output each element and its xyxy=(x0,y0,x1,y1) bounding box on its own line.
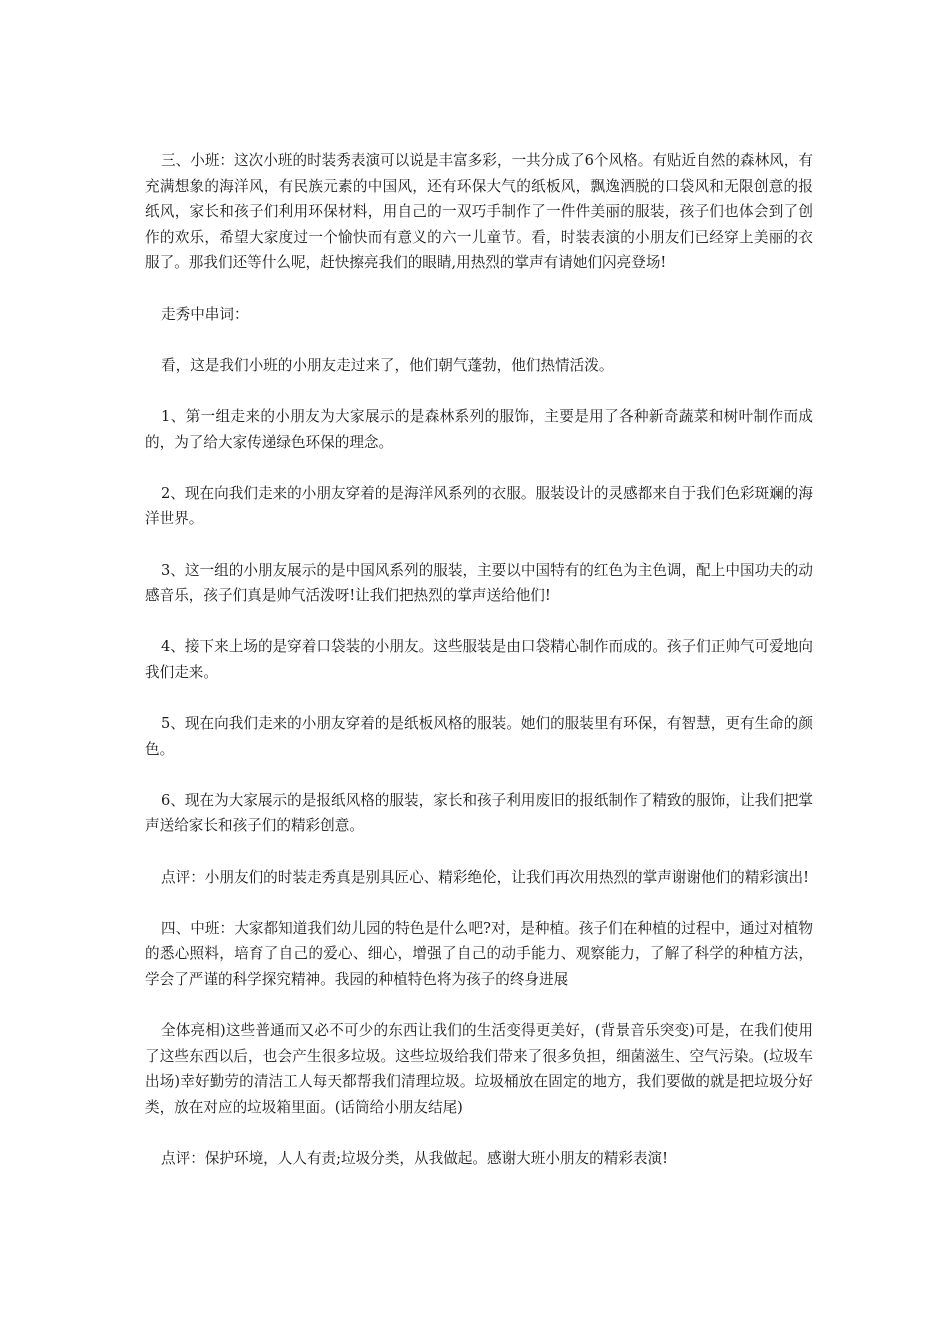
paragraph-zhongban: 四、中班：大家都知道我们幼儿园的特色是什么吧?对，是种植。孩子们在种植的过程中，通过对植物的悉心照料，培育了自己的爱心、细心，增强了自己的动手能力、观察能力，了解了科学的种植方法，学会了严谨的科学探究精神。我园的种植特色将为孩子的终身进展 xyxy=(145,919,813,988)
paragraph-comment-1: 点评：小朋友们的时装走秀真是别具匠心、精彩绝伦，让我们再次用热烈的掌声谢谢他们的精彩演出! xyxy=(161,868,809,886)
paragraph-walk-show-heading: 走秀中串词： xyxy=(161,305,249,323)
paragraph-item-5: 5、现在向我们走来的小朋友穿着的是纸板风格的服装。她们的服装里有环保，有智慧，更有生命的颜色。 xyxy=(145,715,813,758)
paragraph-item-2: 2、现在向我们走来的小朋友穿着的是海洋风系列的衣服。服装设计的灵感都来自于我们色彩斑斓的海洋世界。 xyxy=(145,484,813,528)
paragraph-item-4: 4、接下来上场的是穿着口袋装的小朋友。这些服装是由口袋精心制作而成的。孩子们正帅气可爱地向我们走来。 xyxy=(145,638,813,681)
paragraph-comment-2: 点评：保护环境，人人有责;垃圾分类，从我做起。感谢大班小朋友的精彩表演! xyxy=(161,1150,668,1168)
paragraph-item-1: 1、第一组走来的小朋友为大家展示的是森林系列的服饰，主要是用了各种新奇蔬菜和树叶制作而成的，为了给大家传递绿色环保的理念。 xyxy=(145,407,813,451)
paragraph-look-intro: 看，这是我们小班的小朋友走过来了，他们朝气蓬勃，他们热情活泼。 xyxy=(161,356,614,374)
paragraph-full-cast: 全体亮相)这些普通而又必不可少的东西让我们的生活变得更美好，(背景音乐突变)可是，在我们使用了这些东西以后，也会产生很多垃圾。这些垃圾给我们带来了很多负担，细菌滋生、空气污染。(垃圾车出场)幸好勤劳的清洁工人每天都帮我们清理垃圾。垃圾桶放在固定的地方，我们要做的就是把垃圾分好类，放在对应的垃圾箱里面。(话筒给小朋友结尾) xyxy=(145,1022,813,1116)
paragraph-item-6: 6、现在为大家展示的是报纸风格的服装，家长和孩子利用废旧的报纸制作了精致的服饰，让我们把掌声送给家长和孩子们的精彩创意。 xyxy=(145,791,813,835)
paragraph-item-3: 3、这一组的小朋友展示的是中国风系列的服装，主要以中国特有的红色为主色调，配上中国功夫的动感音乐，孩子们真是帅气活泼呀!让我们把热烈的掌声送给他们! xyxy=(145,561,813,605)
document-page xyxy=(145,148,813,1197)
paragraph-xiaoban-intro: 三、小班：这次小班的时装秀表演可以说是丰富多彩，一共分成了6个风格。有贴近自然的森林风，有充满想象的海洋风，有民族元素的中国风，还有环保大气的纸板风，飘逸洒脱的口袋风和无限创意的报纸风，家长和孩子们利用环保材料，用自己的一双巧手制作了一件件美丽的服装，孩子们也体会到了创作的欢乐，希望大家度过一个愉快而有意义的六一儿童节。看，时装表演的小朋友们已经穿上美丽的衣服了。那我们还等什么呢，赶快擦亮我们的眼睛,用热烈的掌声有请她们闪亮登场! xyxy=(145,152,813,272)
